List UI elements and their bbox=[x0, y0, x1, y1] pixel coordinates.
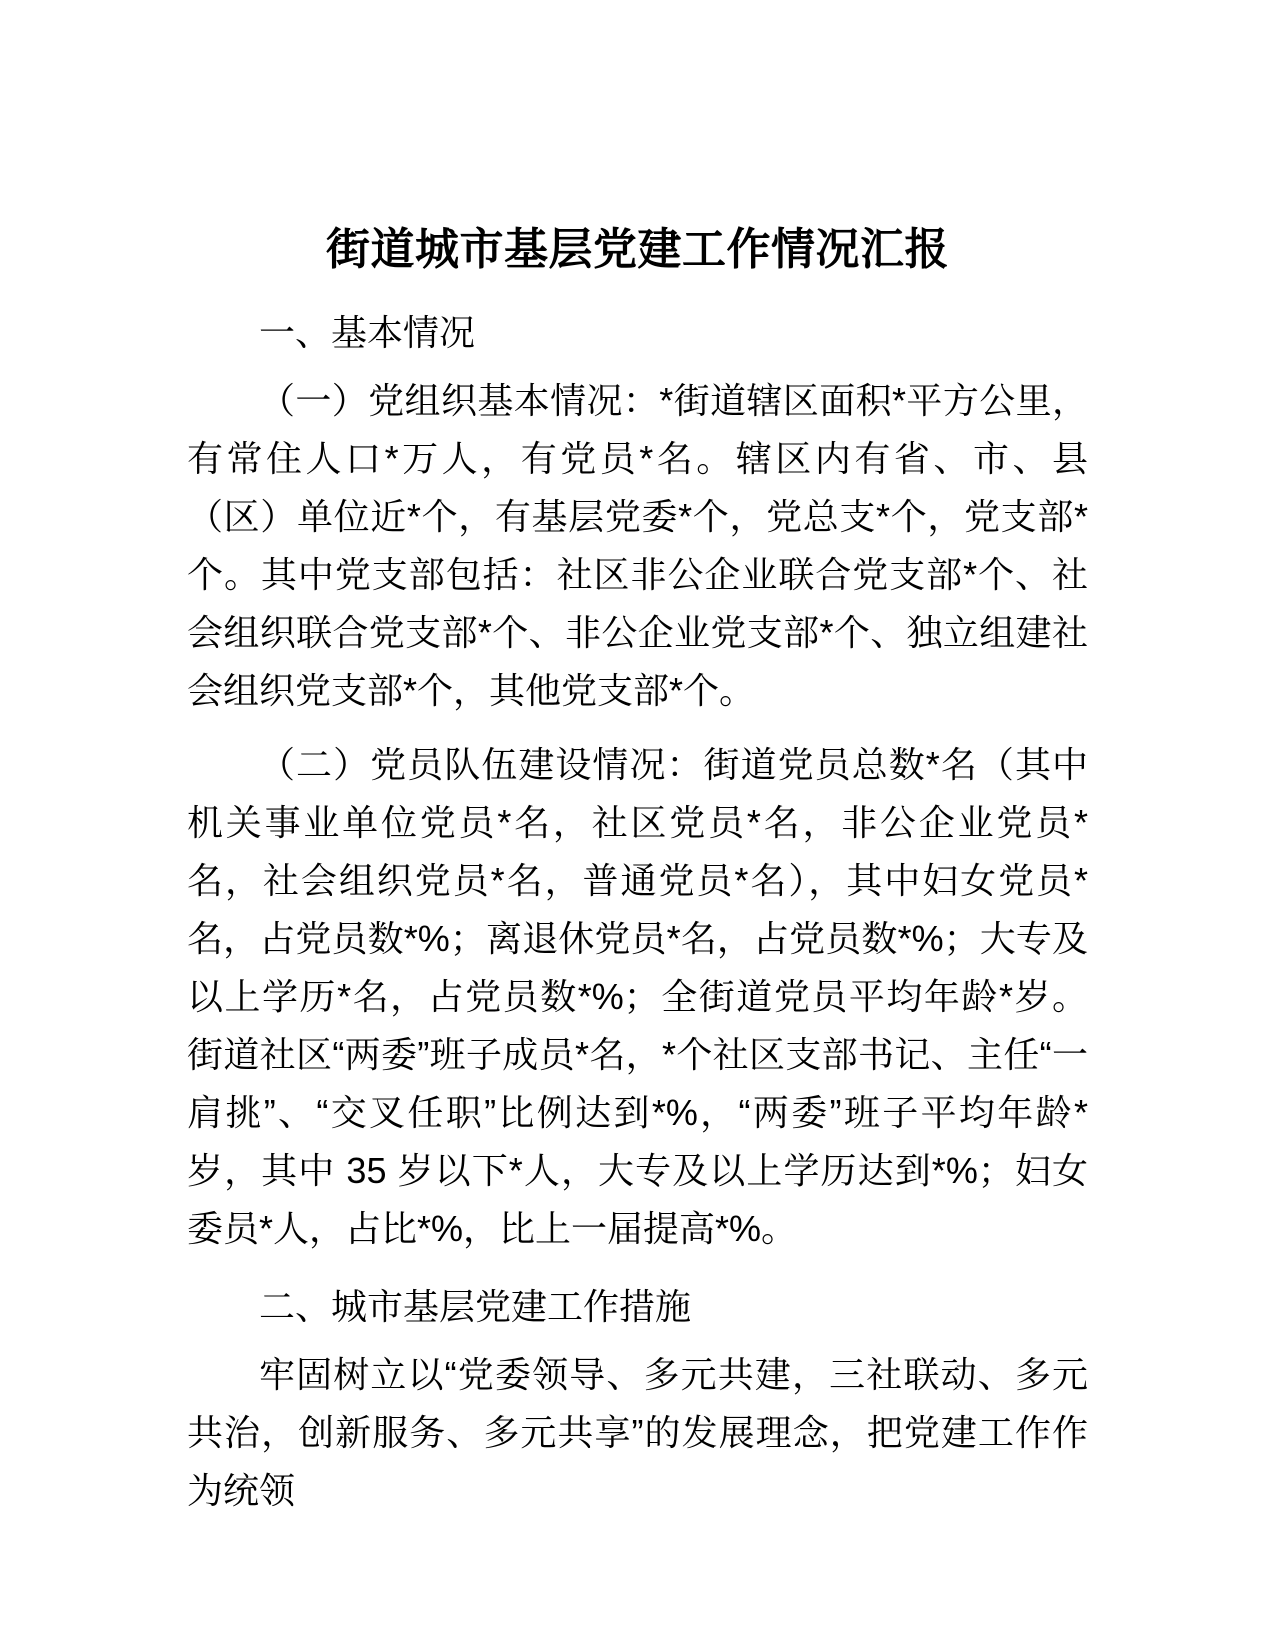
paragraph: （二）党员队伍建设情况：街道党员总数*名（其中机关事业单位党员*名，社区党员*名，非公企业党员*名，社会组织党员*名，普通党员*名），其中妇女党员*名，占党员数*%；离退休党员*名，占党员数*%；大专及以上学历*名，占党员数*%；全街道党员平均年龄*岁。街道社区“两委”班子成员*名，*个社区支部书记、主任“一肩挑”、“交叉任职”比例达到*%，“两委”班子平均年龄*岁，其中 35 岁以下*人，大专及以上学历达到*%；妇女委员*人，占比*%，比上一届提高*%。 bbox=[187, 744, 1088, 1249]
paragraph: 牢固树立以“党委领导、多元共建，三社联动、多元共治，创新服务、多元共享”的发展理念，把党建工作作为统领 bbox=[187, 1354, 1088, 1511]
document-content bbox=[187, 0, 1088, 1536]
document-body bbox=[187, 304, 1088, 1520]
document-title: 街道城市基层党建工作情况汇报 bbox=[326, 225, 949, 274]
section-heading: 一、基本情况 bbox=[259, 312, 476, 353]
section-heading: 二、城市基层党建工作措施 bbox=[259, 1286, 692, 1327]
paragraph: （一）党组织基本情况：*街道辖区面积*平方公里，有常住人口*万人，有党员*名。辖区内有省、市、县（区）单位近*个，有基层党委*个，党总支*个，党支部*个。其中党支部包括：社区非公企业联合党支部*个、社会组织联合党支部*个、非公企业党支部*个、独立组建社会组织党支部*个，其他党支部*个。 bbox=[187, 380, 1088, 711]
